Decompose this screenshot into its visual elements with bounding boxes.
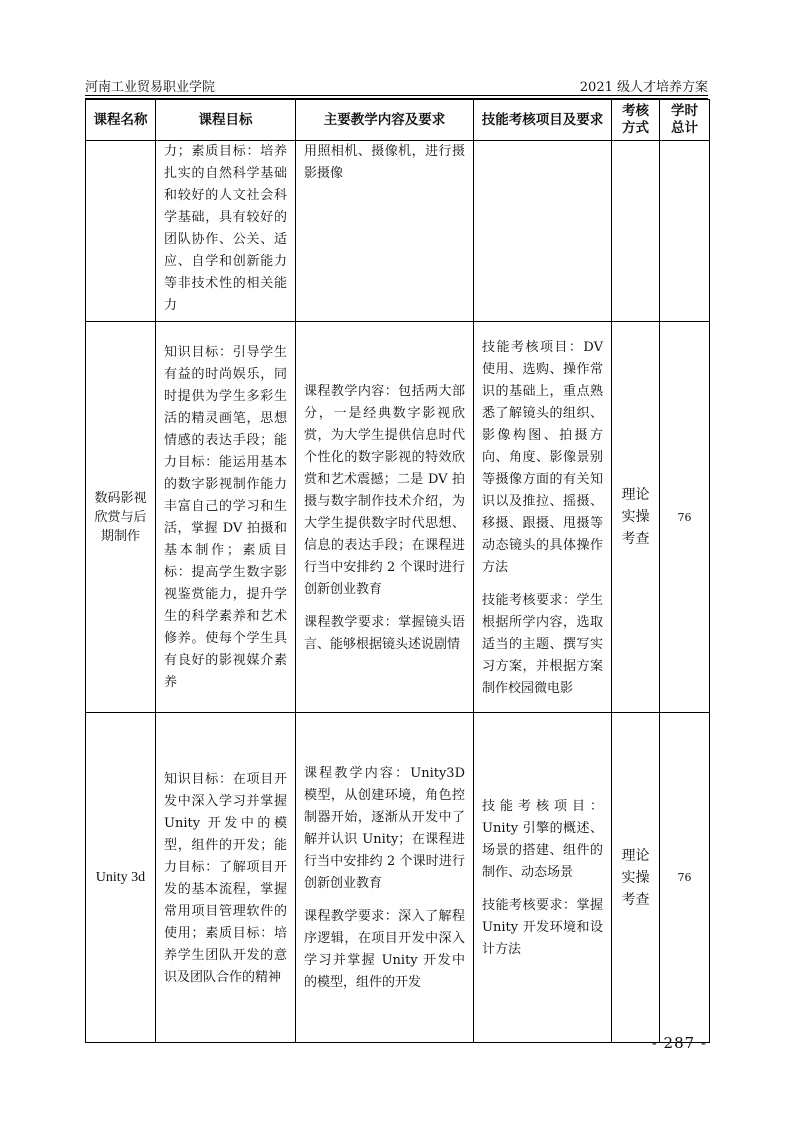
table-row bbox=[86, 713, 710, 1043]
page-number: - 287 - bbox=[651, 1034, 707, 1052]
course-name-cell bbox=[86, 141, 156, 322]
exam-method-cell: 理论实操考查 bbox=[612, 322, 660, 713]
course-name-cell: 数码影视欣赏与后期制作 bbox=[86, 322, 156, 713]
header-school: 河南工业贸易职业学院 bbox=[85, 80, 216, 95]
content-text: 课程教学内容：Unity3D 模型，从创建环境，角色控制器开始，逐渐从开发中了解并认识 Unity；在课程进行当中安排约 2 个课时进行创新创业教育 bbox=[304, 766, 465, 891]
header-rule bbox=[85, 95, 708, 96]
col-header-hours: 学时总计 bbox=[660, 100, 710, 141]
skill-cell bbox=[474, 141, 612, 322]
exam-method-cell: 理论实操考查 bbox=[612, 713, 660, 1043]
skill-cell bbox=[474, 322, 612, 713]
course-content-cell bbox=[296, 713, 474, 1043]
content-text: 用照相机、摄像机，进行摄影摄像 bbox=[304, 144, 465, 181]
exam-method-cell bbox=[612, 141, 660, 322]
course-goal-text: 知识目标：引导学生有益的时尚娱乐，同时提供为学生多彩生活的精灵画笔，思想情感的表达手段；能力目标：能运用基本的数字影视制作能力丰富自己的学习和生活，掌握 DV 拍摄和基本制作；素质目标：提高学生数字影视鉴赏能力，提升学生的科学素养和艺术修养。使每个学生具有良好的影视媒介素养 bbox=[164, 345, 287, 690]
course-content-cell bbox=[296, 322, 474, 713]
course-goal-cell bbox=[156, 141, 296, 322]
hours-cell bbox=[660, 141, 710, 322]
course-goal-cell bbox=[156, 322, 296, 713]
course-goal-text: 力；素质目标：培养扎实的自然科学基础和较好的人文社会科学基础，具有较好的团队协作、公关、适应、自学和创新能力等非技术性的相关能力 bbox=[164, 144, 287, 313]
col-header-exam: 考核方式 bbox=[612, 100, 660, 141]
col-header-goal: 课程目标 bbox=[156, 100, 296, 141]
course-goal-text: 知识目标：在项目开发中深入学习并掌握 Unity 开发中的模型，组件的开发；能力目标：了解项目开发的基本流程，掌握常用项目管理软件的使用；素质目标：培养学生团队开发的意识及团队合作的精神 bbox=[164, 771, 287, 985]
col-header-name: 课程名称 bbox=[86, 100, 156, 141]
requirement-text: 课程教学要求：掌握镜头语言、能够根据镜头述说剧情 bbox=[304, 614, 465, 652]
col-header-skill: 技能考核项目及要求 bbox=[474, 100, 612, 141]
table-row bbox=[86, 141, 710, 322]
table-row bbox=[86, 322, 710, 713]
course-content-cell bbox=[296, 141, 474, 322]
content-text: 课程教学内容：包括两大部分，一是经典数字影视欣赏，为大学生提供信息时代个性化的数字影视的特效欣赏和艺术震撼；二是 DV 拍摄与数字制作技术介绍，为大学生提供数字时代思想、信息的表达手段；在课程进行当中安排约 2 个课时进行创新创业教育 bbox=[304, 383, 465, 597]
header-doc-title: 2021 级人才培养方案 bbox=[579, 80, 708, 95]
hours-cell: 76 bbox=[660, 322, 710, 713]
course-name-cell: Unity 3d bbox=[86, 713, 156, 1043]
table-header-row bbox=[86, 100, 710, 141]
skill-requirement-text: 技能考核要求：学生根据所学内容，选取适当的主题、撰写实习方案，并根据方案制作校园微电影 bbox=[482, 592, 603, 696]
skill-cell bbox=[474, 713, 612, 1043]
requirement-text: 课程教学要求：深入了解程序逻辑，在项目开发中深入学习并掌握 Unity 开发中的模型，组件的开发 bbox=[304, 909, 465, 990]
skill-requirement-text: 技能考核要求：掌握 Unity 开发环境和设计方法 bbox=[482, 898, 603, 957]
hours-cell: 76 bbox=[660, 713, 710, 1043]
skill-project-text: 技能考核项目：Unity 引擎的概述、场景的搭建、组件的制作、动态场景 bbox=[482, 799, 603, 880]
course-goal-cell bbox=[156, 713, 296, 1043]
skill-project-text: 技能考核项目：DV 使用、选购、操作常识的基础上，重点熟悉了解镜头的组织、影像构图、拍摄方向、角度、影像景别等摄像方面的有关知识以及推拉、摇摄、移摄、跟摄、甩摄等动态镜头的具体操作方法 bbox=[482, 339, 603, 575]
curriculum-table bbox=[85, 99, 710, 1043]
col-header-content: 主要教学内容及要求 bbox=[296, 100, 474, 141]
